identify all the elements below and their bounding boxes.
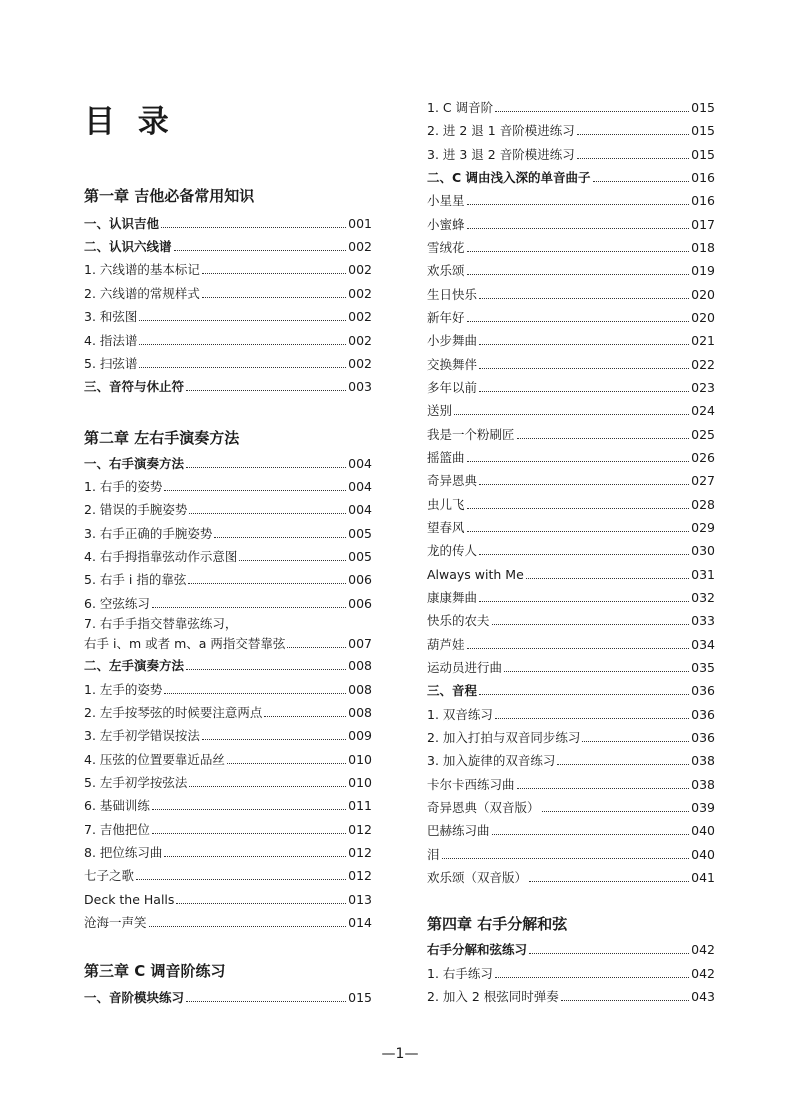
toc-entry[interactable]	[427, 94, 715, 115]
toc-entry-title: 6. 空弦练习	[84, 596, 150, 611]
toc-entry-title: 5. 扫弦谱	[84, 356, 138, 371]
leader-dots	[186, 1001, 346, 1002]
toc-entry[interactable]	[84, 722, 372, 743]
toc-entry-page: 011	[348, 798, 372, 813]
toc-entry[interactable]	[427, 141, 715, 162]
toc-entry-title: 七子之歌	[84, 868, 135, 883]
chapter-heading-1: 第一章 吉他必备常用知识	[84, 187, 255, 205]
toc-entry[interactable]	[427, 211, 715, 232]
toc-entry-title: 3. 和弦图	[84, 309, 138, 324]
toc-entry-title: 一、认识吉他	[84, 216, 160, 231]
leader-dots	[164, 856, 346, 857]
leader-dots	[529, 881, 689, 882]
toc-entry[interactable]	[84, 350, 372, 371]
toc-entry[interactable]	[427, 374, 715, 395]
chapter-heading-2: 第二章 左右手演奏方法	[84, 429, 240, 447]
toc-entry-page: 018	[691, 240, 715, 255]
toc-entry[interactable]	[427, 397, 715, 418]
toc-entry[interactable]	[427, 467, 715, 488]
toc-entry-title: 葫芦娃	[427, 637, 465, 652]
toc-entry[interactable]	[84, 280, 372, 301]
toc-entry-title: 一、音阶模块练习	[84, 990, 185, 1005]
leader-dots	[467, 228, 690, 229]
toc-entry[interactable]	[427, 677, 715, 698]
leader-dots	[479, 391, 689, 392]
toc-entry[interactable]	[84, 886, 372, 907]
toc-entry-title: 龙的传人	[427, 543, 478, 558]
leader-dots	[593, 181, 690, 182]
toc-entry-page: 008	[348, 658, 372, 673]
toc-entry-title: 5. 左手初学按弦法	[84, 775, 188, 790]
page-number: —1—	[381, 1046, 419, 1062]
toc-entry[interactable]	[427, 584, 715, 605]
leader-dots	[227, 763, 346, 764]
toc-entry-title: 运动员进行曲	[427, 660, 503, 675]
toc-entry-title: 1. 六线谱的基本标记	[84, 262, 200, 277]
leader-dots	[577, 158, 689, 159]
leader-dots	[264, 716, 346, 717]
leader-dots	[442, 858, 690, 859]
leader-dots	[582, 741, 689, 742]
toc-entry-page: 017	[691, 217, 715, 232]
toc-entry-title: 沧海一声笑	[84, 915, 147, 930]
toc-entry-page: 003	[348, 379, 372, 394]
leader-dots	[495, 977, 689, 978]
toc-entry-page: 015	[691, 123, 715, 138]
leader-dots	[139, 320, 346, 321]
toc-entry-title: 小蜜蜂	[427, 217, 465, 232]
toc-entry-page: 020	[691, 287, 715, 302]
toc-entry-title: 三、音符与休止符	[84, 379, 185, 394]
toc-entry-title: 摇篮曲	[427, 450, 465, 465]
toc-entry-title: 2. 加入 2 根弦同时弹奏	[427, 989, 559, 1004]
toc-entry-title: 4. 压弦的位置要靠近品丝	[84, 752, 225, 767]
page-title: 目 录	[84, 104, 175, 140]
leader-dots	[454, 414, 689, 415]
toc-entry[interactable]	[427, 607, 715, 628]
toc-entry-page: 015	[691, 147, 715, 162]
toc-entry-page: 041	[691, 870, 715, 885]
toc-entry-page: 031	[691, 567, 715, 582]
toc-entry-page: 004	[348, 456, 372, 471]
toc-entry-title: 小步舞曲	[427, 333, 478, 348]
toc-entry[interactable]	[84, 520, 372, 541]
toc-entry-page: 032	[691, 590, 715, 605]
toc-entry-title: 新年好	[427, 310, 465, 325]
toc-entry-title: 3. 进 3 退 2 音阶模进练习	[427, 147, 575, 162]
leader-dots	[189, 513, 346, 514]
toc-entry[interactable]	[427, 514, 715, 535]
leader-dots	[467, 251, 690, 252]
toc-entry[interactable]	[427, 701, 715, 722]
leader-dots	[189, 786, 346, 787]
toc-entry[interactable]	[84, 676, 372, 697]
toc-entry-title: 1. 右手的姿势	[84, 479, 163, 494]
toc-entry[interactable]	[427, 444, 715, 465]
toc-entry[interactable]	[427, 351, 715, 372]
toc-entry-page: 013	[348, 892, 372, 907]
toc-entry[interactable]	[427, 817, 715, 838]
toc-entry-title-line1: 7. 右手手指交替靠弦练习，	[84, 616, 238, 631]
leader-dots	[479, 484, 689, 485]
toc-entry-title: 康康舞曲	[427, 590, 478, 605]
toc-entry-page: 033	[691, 613, 715, 628]
toc-entry-page: 006	[348, 596, 372, 611]
toc-entry[interactable]	[427, 421, 715, 442]
toc-entry-page: 036	[691, 730, 715, 745]
toc-entry-page: 005	[348, 526, 372, 541]
toc-entry-title: 3. 左手初学错误按法	[84, 728, 200, 743]
toc-entry-page: 001	[348, 216, 372, 231]
leader-dots	[467, 204, 690, 205]
toc-entry-page: 023	[691, 380, 715, 395]
toc-entry[interactable]	[84, 256, 372, 277]
toc-entry-title: 送别	[427, 403, 453, 418]
toc-entry-page: 016	[691, 170, 715, 185]
toc-entry-title: 交换舞伴	[427, 357, 478, 372]
toc-entry-title: 2. 进 2 退 1 音阶模进练习	[427, 123, 575, 138]
toc-entry-title: 二、C 调由浅入深的单音曲子	[427, 170, 591, 185]
toc-entry[interactable]	[84, 816, 372, 837]
toc-entry-page: 010	[348, 752, 372, 767]
toc-entry-page: 038	[691, 753, 715, 768]
toc-entry-page: 027	[691, 473, 715, 488]
toc-entry[interactable]	[427, 117, 715, 138]
toc-entry-page: 004	[348, 479, 372, 494]
toc-entry-page: 016	[691, 193, 715, 208]
toc-entry-page: 014	[348, 915, 372, 930]
toc-entry-page: 040	[691, 847, 715, 862]
leader-dots	[202, 297, 346, 298]
leader-dots	[188, 583, 346, 584]
toc-entry-page: 012	[348, 822, 372, 837]
toc-entry-title: 1. C 调音阶	[427, 100, 494, 115]
leader-dots	[495, 718, 689, 719]
leader-dots	[577, 134, 689, 135]
toc-entry-title: 二、认识六线谱	[84, 239, 172, 254]
leader-dots	[287, 647, 346, 648]
leader-dots	[492, 834, 690, 835]
leader-dots	[161, 227, 346, 228]
leader-dots	[479, 344, 689, 345]
toc-entry-page: 028	[691, 497, 715, 512]
toc-entry-title: 1. 右手练习	[427, 966, 493, 981]
leader-dots	[557, 764, 689, 765]
toc-entry-page: 025	[691, 427, 715, 442]
toc-entry-page: 022	[691, 357, 715, 372]
leader-dots	[479, 554, 689, 555]
toc-entry-title: 7. 吉他把位	[84, 822, 150, 837]
leader-dots	[517, 438, 690, 439]
leader-dots	[214, 537, 346, 538]
leader-dots	[504, 671, 689, 672]
leader-dots	[139, 344, 346, 345]
toc-entry-page: 002	[348, 356, 372, 371]
leader-dots	[202, 739, 346, 740]
leader-dots	[152, 833, 346, 834]
toc-entry-title: 2. 加入打拍与双音同步练习	[427, 730, 581, 745]
toc-entry-title: 欢乐颂	[427, 263, 465, 278]
toc-entry[interactable]	[427, 257, 715, 278]
toc-entry-page: 002	[348, 309, 372, 324]
toc-entry[interactable]	[84, 303, 372, 324]
toc-entry-title: 6. 基础训练	[84, 798, 150, 813]
toc-entry[interactable]	[84, 450, 372, 471]
toc-entry-page: 035	[691, 660, 715, 675]
toc-entry-title: 欢乐颂（双音版）	[427, 870, 528, 885]
toc-entry[interactable]	[84, 473, 372, 494]
toc-entry-title: 2. 错误的手腕姿势	[84, 502, 188, 517]
toc-entry-title: 雪绒花	[427, 240, 465, 255]
toc-entry[interactable]	[84, 746, 372, 767]
leader-dots	[186, 390, 346, 391]
toc-entry[interactable]	[84, 699, 372, 720]
toc-entry[interactable]	[84, 496, 372, 517]
toc-entry[interactable]	[427, 234, 715, 255]
toc-entry[interactable]	[84, 327, 372, 348]
toc-entry[interactable]	[84, 839, 372, 860]
leader-dots	[467, 274, 690, 275]
toc-entry-title: Deck the Halls	[84, 892, 175, 907]
leader-dots	[467, 461, 690, 462]
toc-entry-title: 卡尔卡西练习曲	[427, 777, 515, 792]
toc-entry-title: 2. 左手按琴弦的时候要注意两点	[84, 705, 263, 720]
leader-dots	[495, 111, 689, 112]
toc-entry[interactable]	[427, 794, 715, 815]
toc-entry-page: 034	[691, 637, 715, 652]
toc-entry-title: 三、音程	[427, 683, 478, 698]
toc-entry-page: 019	[691, 263, 715, 278]
toc-entry-title: 虫儿飞	[427, 497, 465, 512]
leader-dots	[517, 788, 690, 789]
toc-entry-title: 5. 右手 i 指的靠弦	[84, 572, 187, 587]
leader-dots	[239, 560, 346, 561]
toc-entry[interactable]	[84, 210, 372, 231]
toc-entry-page: 002	[348, 286, 372, 301]
leader-dots	[152, 809, 346, 810]
toc-entry[interactable]	[84, 769, 372, 790]
toc-entry-page: 043	[691, 989, 715, 1004]
toc-entry-page: 012	[348, 845, 372, 860]
toc-entry[interactable]	[427, 164, 715, 185]
leader-dots	[467, 321, 690, 322]
toc-entry[interactable]	[427, 187, 715, 208]
toc-entry-title: 右手 i、m 或者 m、a 两指交替靠弦	[84, 636, 286, 651]
toc-entry[interactable]	[427, 936, 715, 957]
leader-dots	[186, 669, 346, 670]
leader-dots	[526, 578, 689, 579]
toc-entry[interactable]	[84, 373, 372, 394]
toc-entry[interactable]	[84, 862, 372, 883]
toc-entry[interactable]	[427, 983, 715, 1004]
toc-entry-page: 005	[348, 549, 372, 564]
toc-entry[interactable]	[84, 590, 372, 611]
leader-dots	[467, 508, 690, 509]
toc-entry-title: 快乐的农夫	[427, 613, 490, 628]
toc-entry-page: 039	[691, 800, 715, 815]
toc-entry-title: 右手分解和弦练习	[427, 942, 528, 957]
toc-entry-page: 042	[691, 942, 715, 957]
toc-entry-page: 002	[348, 333, 372, 348]
leader-dots	[149, 926, 347, 927]
toc-entry-page: 036	[691, 707, 715, 722]
toc-entry-page: 002	[348, 239, 372, 254]
toc-entry[interactable]	[84, 543, 372, 564]
toc-entry-page: 012	[348, 868, 372, 883]
leader-dots	[174, 250, 347, 251]
toc-entry-title: 多年以前	[427, 380, 478, 395]
toc-entry-page: 006	[348, 572, 372, 587]
toc-entry-page: 029	[691, 520, 715, 535]
toc-entry-page: 030	[691, 543, 715, 558]
toc-entry-title: 巴赫练习曲	[427, 823, 490, 838]
leader-dots	[136, 879, 346, 880]
toc-entry-title: 4. 右手拇指靠弦动作示意图	[84, 549, 238, 564]
leader-dots	[529, 953, 689, 954]
toc-entry[interactable]	[84, 792, 372, 813]
toc-entry[interactable]	[427, 561, 715, 582]
toc-entry-page: 042	[691, 966, 715, 981]
toc-entry-page: 015	[691, 100, 715, 115]
toc-entry-page: 026	[691, 450, 715, 465]
toc-entry-title: 1. 左手的姿势	[84, 682, 163, 697]
leader-dots	[202, 273, 346, 274]
toc-entry[interactable]	[427, 631, 715, 652]
toc-entry-page: 020	[691, 310, 715, 325]
toc-entry-page: 004	[348, 502, 372, 517]
toc-entry-page: 009	[348, 728, 372, 743]
leader-dots	[467, 531, 690, 532]
toc-entry[interactable]	[427, 771, 715, 792]
toc-entry[interactable]	[427, 960, 715, 981]
toc-entry[interactable]	[427, 654, 715, 675]
toc-entry[interactable]	[84, 984, 372, 1005]
toc-entry-page: 036	[691, 683, 715, 698]
toc-entry-page: 008	[348, 682, 372, 697]
toc-entry-page: 024	[691, 403, 715, 418]
leader-dots	[542, 811, 690, 812]
toc-entry[interactable]	[84, 233, 372, 254]
toc-entry-title: Always with Me	[427, 567, 524, 582]
toc-entry-page: 002	[348, 262, 372, 277]
toc-entry[interactable]	[84, 566, 372, 587]
toc-entry-page: 021	[691, 333, 715, 348]
toc-entry[interactable]	[427, 724, 715, 745]
toc-entry[interactable]	[84, 909, 372, 930]
toc-entry-title: 8. 把位练习曲	[84, 845, 163, 860]
toc-entry-title: 小星星	[427, 193, 465, 208]
leader-dots	[164, 490, 346, 491]
toc-entry[interactable]	[427, 281, 715, 302]
leader-dots	[479, 694, 689, 695]
toc-entry[interactable]	[427, 304, 715, 325]
toc-entry[interactable]	[427, 864, 715, 885]
toc-entry-page: 015	[348, 990, 372, 1005]
toc-entry-page: 038	[691, 777, 715, 792]
leader-dots	[176, 903, 346, 904]
leader-dots	[467, 648, 690, 649]
toc-entry-page: 040	[691, 823, 715, 838]
toc-entry-title: 望春风	[427, 520, 465, 535]
toc-entry-title: 2. 六线谱的常规样式	[84, 286, 200, 301]
toc-entry-page: 010	[348, 775, 372, 790]
toc-entry[interactable]	[427, 537, 715, 558]
leader-dots	[479, 368, 689, 369]
toc-entry-title: 1. 双音练习	[427, 707, 493, 722]
leader-dots	[139, 367, 346, 368]
leader-dots	[479, 601, 689, 602]
toc-entry-title: 3. 右手正确的手腕姿势	[84, 526, 213, 541]
leader-dots	[164, 693, 346, 694]
toc-entry[interactable]	[84, 630, 372, 651]
toc-entry[interactable]	[427, 747, 715, 768]
leader-dots	[479, 298, 689, 299]
toc-entry-title: 生日快乐	[427, 287, 478, 302]
leader-dots	[492, 624, 690, 625]
toc-entry-title: 奇异恩典（双音版）	[427, 800, 540, 815]
leader-dots	[152, 607, 346, 608]
toc-entry-title: 3. 加入旋律的双音练习	[427, 753, 556, 768]
toc-entry-page: 007	[348, 636, 372, 651]
leader-dots	[186, 467, 346, 468]
leader-dots	[561, 1000, 689, 1001]
toc-entry-title: 我是一个粉刷匠	[427, 427, 515, 442]
toc-entry-title: 4. 指法谱	[84, 333, 138, 348]
chapter-heading-3: 第三章 C 调音阶练习	[84, 962, 226, 980]
toc-entry-title: 泪	[427, 847, 440, 862]
chapter-heading-4: 第四章 右手分解和弦	[427, 915, 568, 933]
toc-entry-title: 一、右手演奏方法	[84, 456, 185, 471]
toc-entry-title: 二、左手演奏方法	[84, 658, 185, 673]
toc-entry[interactable]	[427, 327, 715, 348]
toc-entry[interactable]	[427, 841, 715, 862]
toc-entry[interactable]	[84, 652, 372, 673]
toc-entry[interactable]	[427, 491, 715, 512]
toc-entry-title: 奇异恩典	[427, 473, 478, 488]
toc-entry-page: 008	[348, 705, 372, 720]
